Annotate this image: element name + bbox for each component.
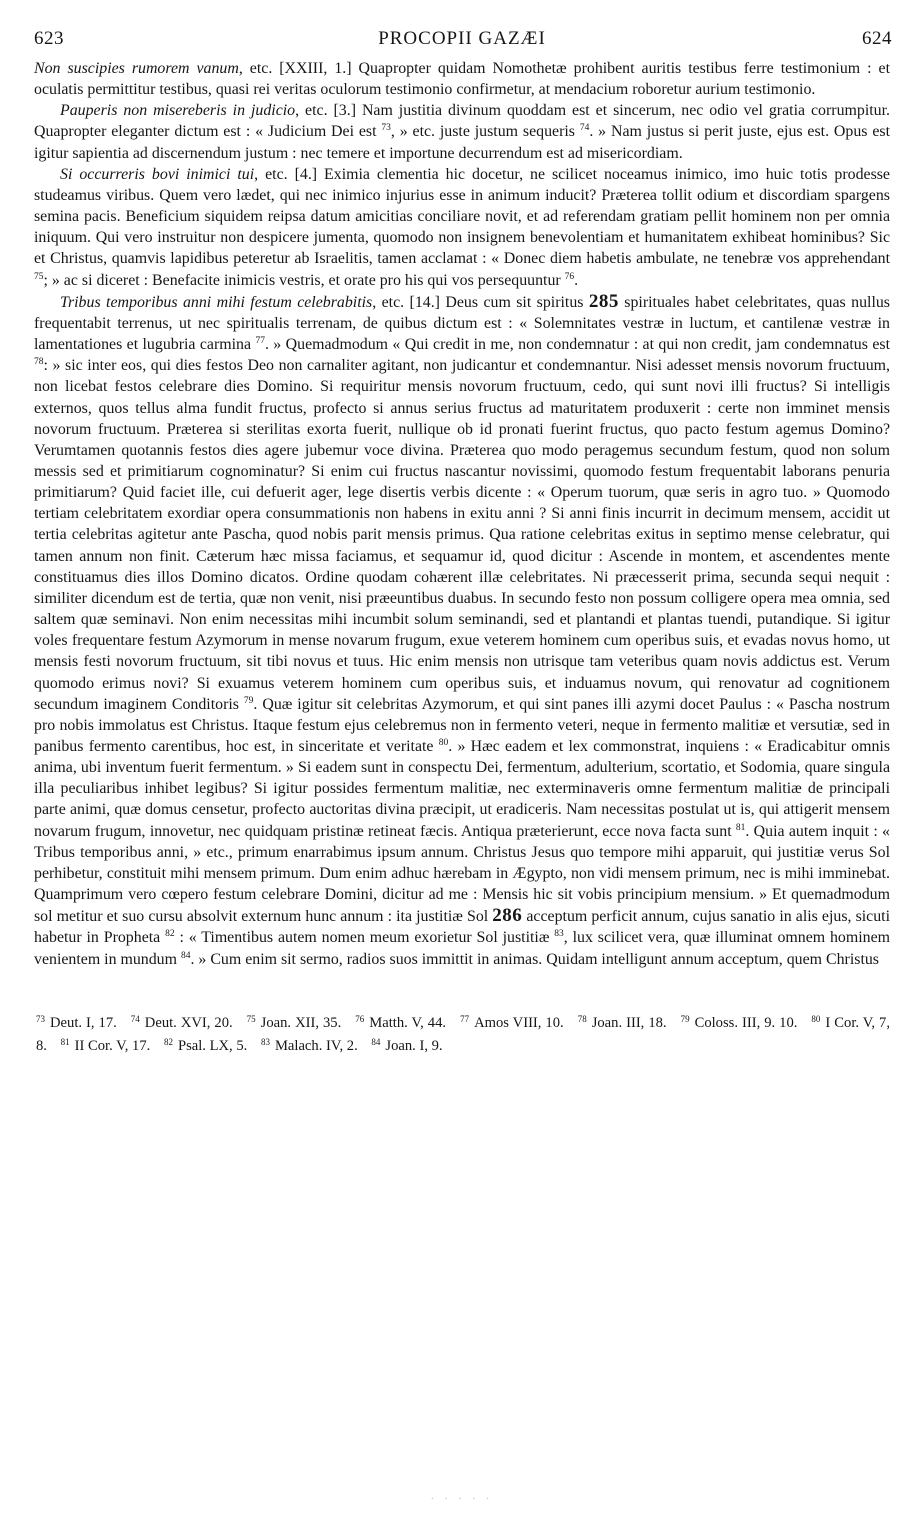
paragraph-text: : » sic inter eos, qui dies festos Deo non carnaliter agitant, non judicantur et condemnantur. Nisi adesset mensis novorum fructuum, non licebat festos celebrare dies Domino. Si requiritur mensis novorum fructuum, cedo, qui sunt novi illi fructus? Si intelligis externos, quos tellus alma fundit fructus, profecto si annus serius fructus ad maturitatem produxerit : certe non imminet mensis novorum fructuum. Præterea si sterilitas exorta fuerit, nullique ob id pronati fuerint fructus, quo pacto festum agemus Domino? Verumtamen quotannis festos dies agere jubemur voce divina. Præterea quo modo peragemus secundum festum, quod non solum messis sed et primitiarum cognominatur? Si enim cui fructus nascantur novissimi, quomodo festum frequentabit laborans penuria primitiarum? Quid faciet ille, cui defuerit ager, lege disertis verbis dicente : « Operum tuorum, quæ seris in agro tuo. » Quomodo tertiam celebritatem exordiar opera consummationis non habens in exitu anni ? Si anni finis incurrit in decimum mensem, accidit ut tertia celebritas agitetur ante Pascha, quod nobis parit mensis primus. Qua ratione celebritas exitus in septimo mense celebratur, qui tamen annum non finit. Cæterum hæc missa faciamus, et sequamur id, quod dicitur : Ascende in montem, et ascendentes mente constituamus dies illos Domino dicatos. Ordine quodam cohærent illæ celebritates. Ni præcesserit prima, secunda sequi nequit : similiter dicendum est de tertia, quæ non venit, nisi præeuntibus duabus. In secundo festo non possum colligere opera mea omnia, sed saltem quæ seminavi. Non enim necessitas mihi incumbit solum seminandi, sed et plantandi et plantas tuendi, putandique. Si igitur voles frequentare festum Azymorum in mense novarum frugum, exue veterem hominem cum operibus suis, et evadas novus homo, ut mensis festi novorum fructuum, sit tibi novus et tuus. Hic enim mensis non utrisque tam veteribus quam novis addictus est. Verum quomodo erimus novi? Si exuamus veterem hominem cum operibus suis, et induamus novum, qui renovatur ad cognitionem secundum imaginem Conditoris: [34, 357, 890, 713]
footnote-citation: Malach. IV, 2.: [274, 1037, 358, 1054]
footnote-number: 77: [460, 1013, 470, 1024]
paragraph-text: , etc. [XXIII, 1.] Quapropter quidam Nomothetæ prohibent auritis testibus ferre testimonium : et oculatis permittitur testibus, quasi rei veritas oculorum testimonio confirmetur, at mendacium roboretur aurium testimonio.: [34, 60, 890, 99]
footnote: [681, 1015, 808, 1031]
footnote-citation: Joan. I, 9.: [385, 1037, 443, 1054]
footnote-number: 73: [36, 1013, 45, 1024]
footnote-reference: 84: [180, 950, 191, 961]
footnote: [371, 1038, 452, 1054]
footnote-citation: II Cor. V, 17.: [74, 1037, 151, 1054]
footnote-reference: 73: [381, 123, 391, 134]
footnote-citation: Deut. I, 17.: [50, 1014, 117, 1031]
footnote-number: 76: [355, 1013, 365, 1024]
footnote-number: 82: [163, 1036, 173, 1047]
footnote-citation: Amos VIII, 10.: [474, 1014, 564, 1031]
scripture-lemma: Non suscipies rumorem vanum: [34, 60, 239, 77]
paragraph-text: acceptum perficit annum, cujus sanatio in alis ejus, sicuti habetur in Propheta: [34, 908, 891, 947]
book-page: [34, 28, 890, 1056]
page-ornament: · · · · ·: [430, 1494, 494, 1505]
footnote-number: 74: [130, 1013, 140, 1024]
footnote: [36, 1015, 127, 1031]
footnote-number: 80: [811, 1013, 821, 1024]
scripture-lemma: Si occurreris bovi inimici tui: [60, 165, 255, 183]
footnote-number: 83: [260, 1036, 270, 1047]
paragraph-text: , etc. [4.] Eximia clementia hic docetur, ne scilicet noceamus inimico, imo huic totis prodesse studeamus viribus. Quem vero lædet, qui nec inimico injurius esse in animum inducit? Præterea tollit odium et discordiam spargens semina pacis. Beneficium siquidem reipsa datum amicitias conciliare novit, et ad referendam gratiam pellit hominem non per omnia iniquum. Qui vero instruitur non despicere jumenta, quomodo non insignem benevolentiam et humanitatem exhibeat hominibus? Sic et Christus, quamvis lapidibus peteretur ab Israelitis, tamen acclamat : « Donec diem habetis ambulate, ne tenebræ vos apprehendant: [34, 165, 890, 268]
paragraph: [34, 58, 890, 100]
footnote-reference: 83: [554, 929, 564, 940]
paragraph-text: . » Hæc eadem et lex commonstrat, inquiens : « Eradicabitur omnis anima, ubi inventum fuerit fermentum. » Si eadem sunt in conspectu Dei, fermentum, adulterium, scortatio, et Sodomia, quare singula illa peculiaribus inhibet legibus? Si igitur possides fermentum malitiæ, nec exterminaveris omne fermentum malitiæ de principali parte animi, quæ domus censetur, profecto auctoritas divina præcipit, ut eradiceris. Nam necessitas postulat ut is, qui attigerit mensem novarum frugum, innovetur, nec quidquam pristinæ retineat fæcis. Antiqua præterierunt, ecce nova facta sunt: [34, 738, 890, 840]
footnote-reference: 79: [243, 695, 254, 706]
footnote-reference: 81: [735, 822, 746, 833]
running-title: PROCOPII GAZÆI: [378, 28, 546, 49]
scripture-lemma: Tribus temporibus anni mihi festum celebrabitis: [60, 293, 373, 311]
scripture-lemma: Pauperis non misereberis in judicio: [60, 102, 296, 120]
footnote-reference: 78: [34, 357, 44, 368]
body-text: [34, 58, 890, 970]
page-number-right: 624: [862, 28, 892, 49]
footnotes: [34, 1010, 890, 1056]
paragraph-text: , etc. [3.] Nam justitia divinum quoddam est et sincerum, nec odio vel gratia corrumpitur. Quapropter eleganter dictum est : « Judicium Dei est: [34, 102, 890, 141]
page-number-left: 623: [34, 28, 64, 49]
footnote-citation: Deut. XVI, 20.: [144, 1014, 233, 1031]
footnote-citation: Joan. XII, 35.: [260, 1014, 342, 1031]
paragraph-text: . » Quemadmodum « Qui credit in me, non condemnatur : at qui non credit, jam condemnatus est: [264, 336, 890, 354]
paragraph-text: spirituales habet celebritates, quas nullus frequentabit terrenus, ut nec spiritualis terrenam, de quibus dictum est : « Solemnitates vestræ in luctum, et cantilenæ vestræ in lamentationes et lugubria carmina: [34, 293, 890, 354]
footnote-citation: Joan. III, 18.: [591, 1014, 667, 1031]
footnote-number: 79: [680, 1013, 690, 1024]
footnote-reference: 75: [34, 271, 44, 282]
footnote-reference: 76: [564, 271, 575, 282]
footnote: [131, 1015, 243, 1031]
paragraph-text: , » etc. juste justum sequeris: [390, 123, 580, 141]
footnote-number: 78: [577, 1013, 587, 1024]
footnote-citation: Psal. LX, 5.: [177, 1037, 248, 1054]
page-header: [34, 28, 890, 56]
footnote-reference: 77: [255, 336, 265, 347]
footnote: [261, 1038, 368, 1054]
footnote: [460, 1015, 574, 1031]
footnote-number: 75: [246, 1013, 256, 1024]
paragraph-text: . » Nam justus si perit juste, ejus est. Opus est igitur sapientia ad discernendum justum : nec temere et importune decurrendum est ad misericordiam.: [34, 123, 890, 162]
paragraph: [34, 100, 890, 163]
paragraph-text: . Quæ igitur sit celebritas Azymorum, et qui sint panes illi azymi docet Paulus : « Pascha nostrum pro nobis immolatus est Christus. Itaque festum ejus celebremus non in fermento veteri, neque in fermento malitiæ et versutiæ, sed in panibus fermento carentibus, hoc est, in sinceritate et veritate: [34, 695, 891, 755]
footnote: [355, 1015, 456, 1031]
footnote-reference: 82: [165, 929, 175, 940]
paragraph: [34, 291, 890, 970]
paragraph-text: , etc. [14.] Deus cum sit spiritus: [372, 293, 589, 311]
paragraph-text: ; » ac si diceret : Benefacite inimicis vestris, et orate pro his qui vos persequuntur: [43, 271, 565, 289]
paragraph-text: : « Timentibus autem nomen meum exorietur Sol justitiæ: [174, 929, 555, 947]
paragraph: [34, 164, 890, 291]
footnote-number: 81: [60, 1036, 70, 1047]
paragraph-text: .: [574, 271, 579, 289]
paragraph-text: . Quia autem inquit : « Tribus temporibus anni, » etc., primum enarrabimus ipsum annum. Christus Jesus quo tempore mihi apparuit, qui justitiæ verus Sol perhibetur, constituit mihi mensem primum. Dum enim adhuc hærebam in Ægypto, non vidi mensem primum, nec is mihi imminebat. Quamprimum vero cœpero festum celebrare Domini, dicitur ad me : Mensis hic sit vobis principium mensium. » Et quemadmodum sol metitur et suo cursu absolvit externum hunc annum : ita justitiæ Sol: [34, 822, 890, 926]
footnote: [578, 1015, 677, 1031]
column-marker: 285: [588, 290, 619, 312]
footnote: [164, 1038, 257, 1054]
paragraph-text: , lux scilicet vera, quæ illuminat omnem hominem venientem in mundum: [34, 929, 890, 968]
footnote: [247, 1015, 352, 1031]
footnote-citation: Matth. V, 44.: [369, 1014, 447, 1031]
footnote: [61, 1038, 161, 1054]
footnote-reference: 74: [579, 123, 590, 134]
footnote-citation: Coloss. III, 9. 10.: [694, 1014, 798, 1031]
paragraph-text: . » Cum enim sit sermo, radios suos immittit in animas. Quidam intelligunt annum acceptum, quem Christus: [190, 950, 879, 968]
footnote-citation: I Cor. V, 7, 8.: [36, 1014, 891, 1054]
footnote-reference: 80: [438, 738, 449, 748]
column-marker: 286: [492, 905, 523, 927]
footnote-number: 84: [371, 1036, 381, 1047]
